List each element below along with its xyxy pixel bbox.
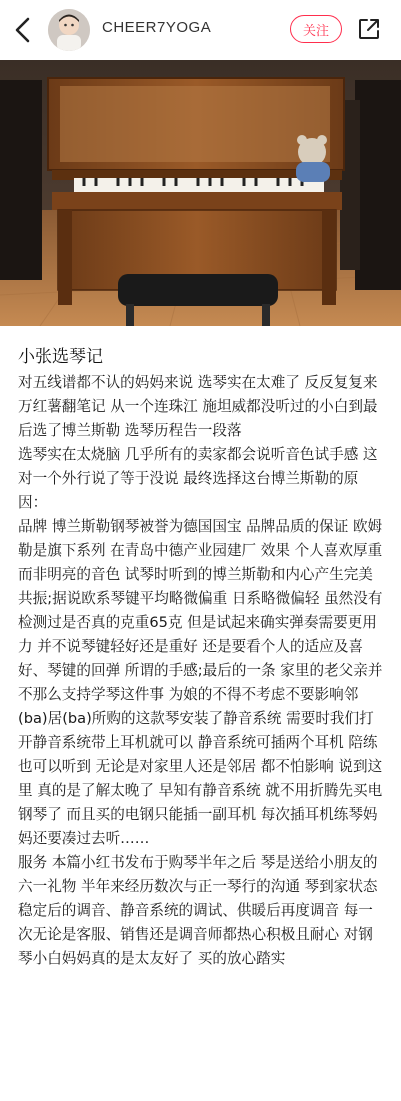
post-body xyxy=(18,371,386,971)
share-button[interactable] xyxy=(355,15,383,43)
share-icon xyxy=(357,17,381,41)
post-paragraph: 服务 本篇小红书发布于购琴半年之后 琴是送给小朋友的六一礼物 半年来经历数次与正一琴行的沟通 琴到家状态稳定后的调音、静音系统的调试、供暖后再度调音 每一次无论是客服、销售还是调音师都热心积极且耐心 对钢琴小白妈妈真的是太友好了 买的放心踏实 xyxy=(18,854,378,967)
avatar-image xyxy=(48,9,90,51)
post-image[interactable] xyxy=(0,60,401,326)
post-title: 小张选琴记 xyxy=(18,347,103,367)
piano-photo xyxy=(0,60,401,326)
username[interactable]: CHEER7YOGA xyxy=(102,19,212,36)
post-paragraph: 对五线谱都不认的妈妈来说 选琴实在太难了 反反复复来万红薯翻笔记 从一个连珠江 施坦威都没听过的小白到最后选了博兰斯勒 选琴历程告一段落 xyxy=(18,374,378,439)
chevron-left-icon xyxy=(14,17,32,43)
follow-button[interactable]: 关注 xyxy=(290,15,342,43)
back-button[interactable] xyxy=(8,14,38,46)
post-paragraph: 选琴实在太烧脑 几乎所有的卖家都会说听音色试手感 这对一个外行说了等于没说 最终选择这台博兰斯勒的原因： xyxy=(18,446,378,511)
top-bar xyxy=(0,0,401,60)
avatar[interactable] xyxy=(48,9,90,51)
post-paragraph: 品牌 博兰斯勒钢琴被誉为德国国宝 品牌品质的保证 欧姆勒是旗下系列 在青岛中德产业园建厂 效果 个人喜欢厚重而非明亮的音色 试琴时听到的博兰斯勒和内心产生完美共振;据说欧系琴键平均略微偏重 日系略微偏轻 虽然没有检测过是否真的克重65克 但是试起来确实弹奏需要更用力 并不说琴键轻好还是重好 还是要看个人的适应及喜好、琴键的回弹 所谓的手感;最后的一条 家里的老父亲并不那么支持学琴这件事 为娘的不得不考虑不要影响邻(ba)居(ba)所购的这款琴安装了静音系统 需要时我们打开静音系统带上耳机就可以 静音系统可插两个耳机 陪练也可以听到 无论是对家里人还是邻居 都不怕影响 说到这里 真的是了解太晚了 早知有静音系统 就不用折腾先买电钢琴了 而且买的电钢只能插一副耳机 每次插耳机练琴妈妈还要凑过去听…… xyxy=(18,518,383,847)
